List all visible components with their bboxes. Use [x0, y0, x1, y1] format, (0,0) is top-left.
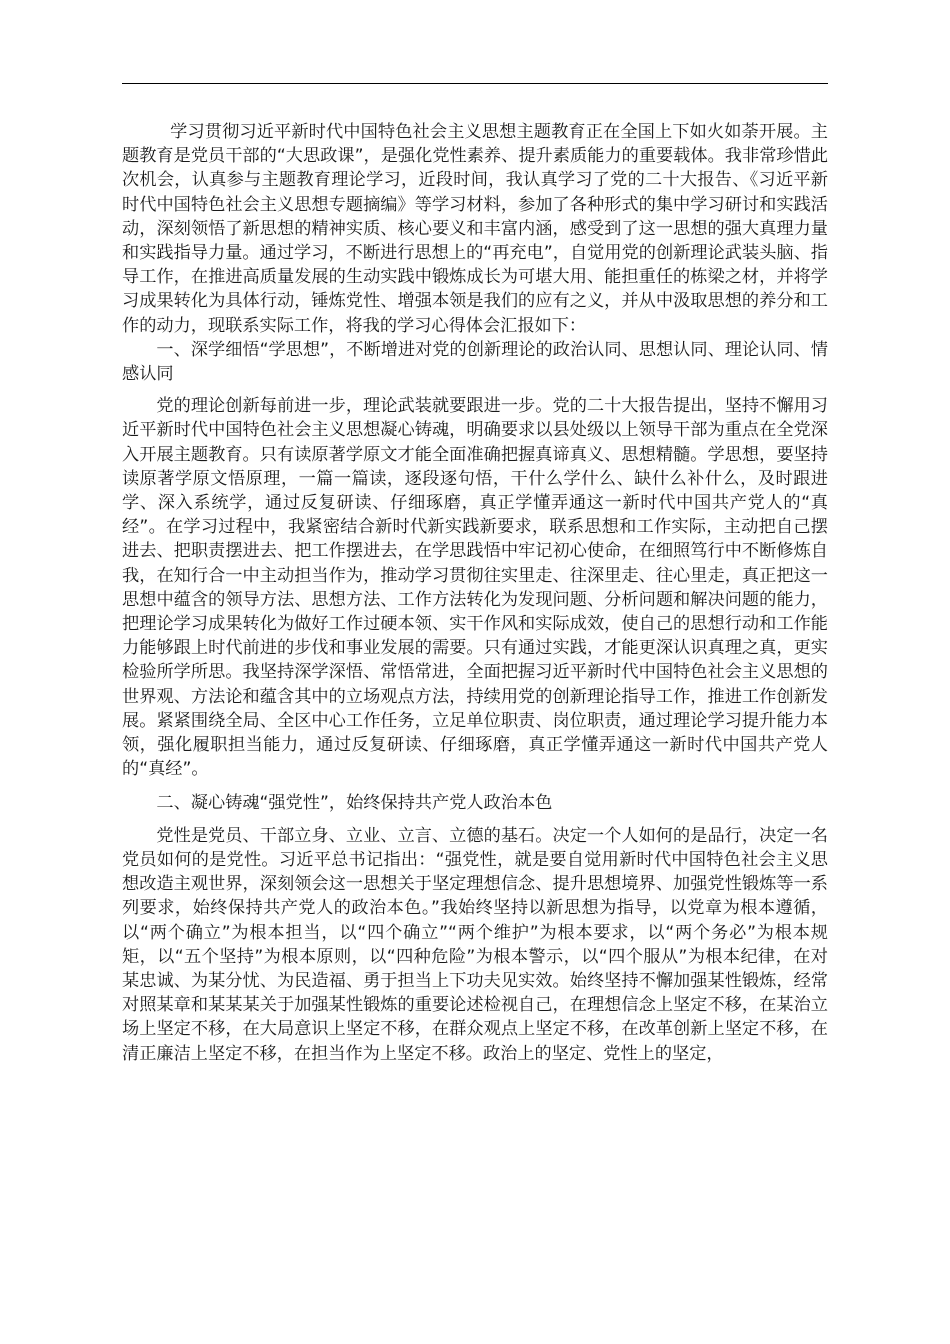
intro-paragraph: 学习贯彻习近平新时代中国特色社会主义思想主题教育正在全国上下如火如荼开展。主题教育是党员干部的“大思政课”，是强化党性素养、提升素质能力的重要载体。我非常珍惜此次机会，认真参与主题教育理论学习，近段时间，我认真学习了党的二十大报告、《习近平新时代中国特色社会主义思想专题摘编》等学习材料，参加了各种形式的集中学习研讨和实践活动，深刻领悟了新思想的精神实质、核心要义和丰富内涵，感受到了这一思想的强大真理力量和实践指导力量。通过学习，不断进行思想上的“再充电”，自觉用党的创新理论武装头脑、指导工作，在推进高质量发展的生动实践中锻炼成长为可堪大用、能担重任的栋梁之材，并将学习成果转化为具体行动，锤炼党性、增强本领是我们的应有之义，并从中汲取思想的养分和工作的动力，现联系实际工作，将我的学习心得体会汇报如下：: [122, 122, 828, 336]
section-2-heading: 二、凝心铸魂“强党性”，始终保持共产党人政治本色: [156, 793, 553, 814]
section-2-paragraph: 党性是党员、干部立身、立业、立言、立德的基石。决定一个人如何的是品行，决定一名党员如何的是党性。习近平总书记指出：“强党性，就是要自觉用新时代中国特色社会主义思想改造主观世界，深刻领会这一思想关于坚定理想信念、提升思想境界、加强党性锻炼等一系列要求，始终保持共产党人的政治本色。”我始终坚持以新思想为指导，以党章为根本遵循，以“两个确立”为根本担当，以“四个确立”“两个维护”为根本要求，以“两个务必”为根本规矩，以“五个坚持”为根本原则，以“四种危险”为根本警示，以“四个服从”为根本纪律，在对某忠诚、为某分忧、为民造福、勇于担当上下功夫见实效。始终坚持不懈加强某性锻炼，经常对照某章和某某某关于加强某性锻炼的重要论述检视自己，在理想信念上坚定不移，在某治立场上坚定不移，在大局意识上坚定不移，在群众观点上坚定不移，在改革创新上坚定不移，在清正廉洁上坚定不移，在担当作为上坚定不移。政治上的坚定、党性上的坚定，: [122, 825, 828, 1064]
section-1-heading: 一、深学细悟“学思想”，不断增进对党的创新理论的政治认同、思想认同、理论认同、情感认同: [122, 339, 828, 385]
header-rule: [122, 83, 828, 84]
section-1-paragraph: 党的理论创新每前进一步，理论武装就要跟进一步。党的二十大报告提出，坚持不懈用习近平新时代中国特色社会主义思想凝心铸魂，明确要求以县处级以上领导干部为重点在全党深入开展主题教育。只有读原著学原文才能全面准确把握真谛真义、思想精髓。学思想，要坚持读原著学原文悟原理，一篇一篇读，逐段逐句悟，干什么学什么、缺什么补什么，及时跟进学、深入系统学，通过反复研读、仔细琢磨，真正学懂弄通这一新时代中国共产党人的“真经”。在学习过程中，我紧密结合新时代新实践新要求，联系思想和工作实际，主动把自己摆进去、把职责摆进去、把工作摆进去，在学思践悟中牢记初心使命，在细照笃行中不断修炼自我，在知行合一中主动担当作为，推动学习贯彻往实里走、往深里走、往心里走，真正把这一思想中蕴含的领导方法、思想方法、工作方法转化为发现问题、分析问题和解决问题的能力，把理论学习成果转化为做好工作过硬本领、实干作风和实际成效，使自己的思想行动和工作能力能够跟上时代前进的步伐和事业发展的需要。只有通过实践，才能更深认识真理之真，更实检验所学所思。我坚持深学深悟、常悟常进，全面把握习近平新时代中国特色社会主义思想的世界观、方法论和蕴含其中的立场观点方法，持续用党的创新理论指导工作，推进工作创新发展。紧紧围绕全局、全区中心工作任务，立足单位职责、岗位职责，通过理论学习提升能力本领，强化履职担当能力，通过反复研读、仔细琢磨，真正学懂弄通这一新时代中国共产党人的“真经”。: [122, 396, 828, 780]
document-body: [122, 120, 828, 1066]
